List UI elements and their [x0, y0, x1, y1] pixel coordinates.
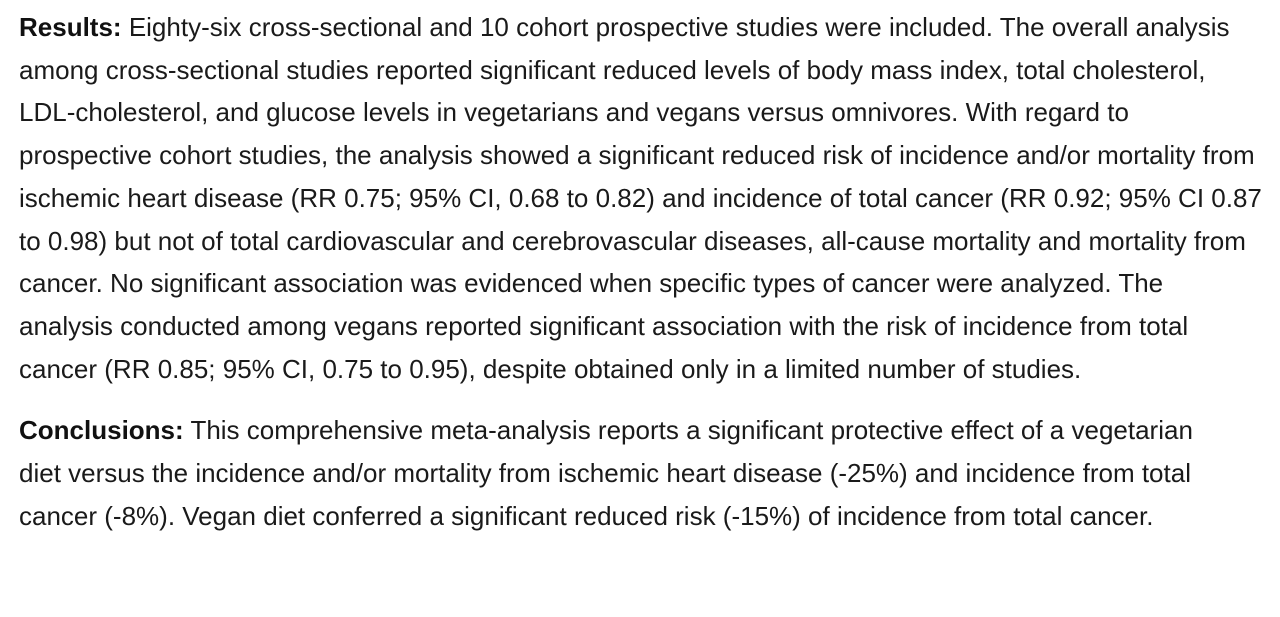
conclusions-text: This comprehensive meta-analysis reports a significant protective effect of a vegetarian diet versus the incidence and/or mortality from ischemic heart disease (-25%) and incidence from total cancer (-8%). Vegan diet conferred a significant reduced risk (-15%) of incidence from total cancer.: [19, 415, 1193, 531]
conclusions-paragraph: [19, 409, 1209, 537]
conclusions-heading: Conclusions:: [19, 415, 184, 446]
results-paragraph: [19, 0, 1264, 390]
results-heading: Results:: [19, 12, 122, 42]
results-text: Eighty-six cross-sectional and 10 cohort prospective studies were included. The overall analysis among cross-sectional studies reported significant reduced levels of body mass index, total cholesterol, LDL-cholesterol, and glucose levels in vegetarians and vegans versus omnivores. With regard to prospective cohort studies, the analysis showed a significant reduced risk of incidence and/or mortality from ischemic heart disease (RR 0.75; 95% CI, 0.68 to 0.82) and incidence of total cancer (RR 0.92; 95% CI 0.87 to 0.98) but not of total cardiovascular and cerebrovascular diseases, all-cause mortality and mortality from cancer. No significant association was evidenced when specific types of cancer were analyzed. The analysis conducted among vegans reported significant association with the risk of incidence from total cancer (RR 0.85; 95% CI, 0.75 to 0.95), despite obtained only in a limited number of studies.: [19, 12, 1262, 384]
